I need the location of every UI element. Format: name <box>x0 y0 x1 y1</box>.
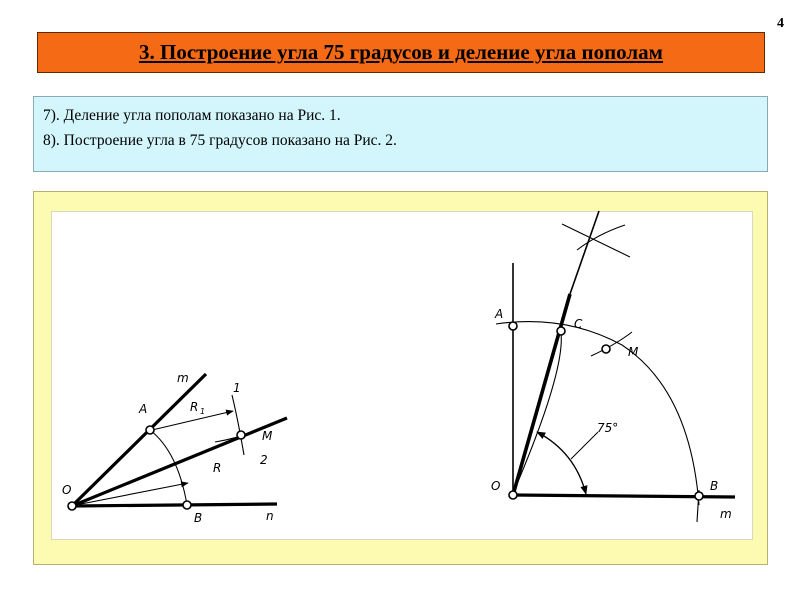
fig1-ray-om <box>72 374 206 506</box>
fig2-cross-arc-1 <box>562 224 630 257</box>
fig2-label-c: C <box>574 317 583 331</box>
fig2-label-o: O <box>491 479 501 493</box>
info-line-7: 7). Деление угла пополам показано на Рис. 1. <box>43 107 341 124</box>
figure-2-angle-75 <box>491 211 735 522</box>
fig2-point-c <box>557 327 565 335</box>
fig2-angle-arc <box>537 432 586 494</box>
fig1-label-b: B <box>194 511 203 525</box>
fig2-cross-arc-2 <box>577 225 625 250</box>
page-number: 4 <box>777 16 784 31</box>
fig2-point-o <box>509 491 517 499</box>
fig1-point-a <box>146 426 154 434</box>
fig1-label-n: n <box>266 509 274 523</box>
fig1-ray-on <box>72 504 277 506</box>
fig1-label-m-point: M <box>262 429 273 443</box>
fig2-angle-leader <box>571 432 598 459</box>
fig2-point-b <box>695 492 703 500</box>
fig2-arc-m-tick <box>591 332 632 356</box>
slide-title: 3. Построение угла 75 градусов и деление угла пополам <box>138 40 663 64</box>
fig2-label-m-point: M <box>628 345 639 359</box>
fig1-arc-r1 <box>232 395 244 455</box>
fig1-label-a: A <box>139 402 148 416</box>
fig2-label-a: A <box>495 307 504 321</box>
fig1-point-m <box>237 431 245 439</box>
fig2-label-angle: 75° <box>597 421 619 435</box>
fig1-label-1: 1 <box>233 381 241 395</box>
fig1-label-o: O <box>62 483 72 497</box>
fig2-ray-75-thin <box>570 211 599 294</box>
fig2-point-m <box>602 345 610 353</box>
fig1-label-2: 2 <box>260 453 268 467</box>
fig1-label-r: R <box>213 461 222 475</box>
fig1-label-r1: R <box>190 400 199 414</box>
fig1-point-b <box>183 501 191 509</box>
fig2-label-m: m <box>720 507 732 521</box>
fig2-arc-big <box>496 322 699 505</box>
fig2-point-a <box>509 322 517 330</box>
fig2-label-b: B <box>710 479 719 493</box>
info-line-8: 8). Построение угла в 75 градусов показано на Рис. 2. <box>43 132 397 149</box>
fig1-label-r1-sub: 1 <box>200 407 206 416</box>
figure-1-angle-bisection <box>62 371 287 525</box>
fig1-point-o <box>68 502 76 510</box>
fig1-label-m: m <box>177 371 189 385</box>
